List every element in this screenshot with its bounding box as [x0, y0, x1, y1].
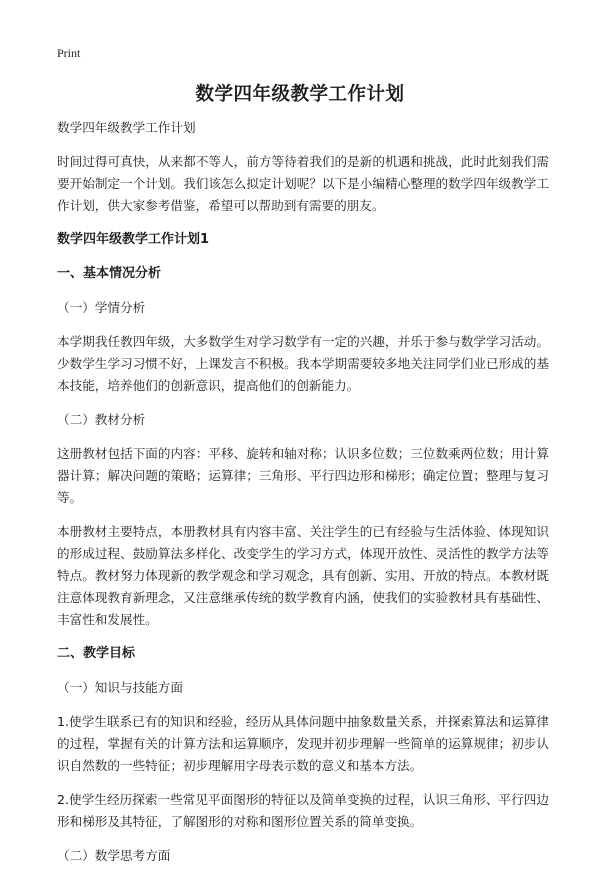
- section1-paragraph-2: 这册教材包括下面的内容：平移、旋转和轴对称；认识多位数；三位数乘两位数；用计算器计算；解决问题的策略；运算律；三角形、平行四边形和梯形；确定位置；整理与复习等。: [57, 446, 549, 505]
- section1-paragraph-3: 本册教材主要特点，本册教材具有内容丰富、关注学生的已有经验与生活体验、体现知识的形成过程、鼓励算法多样化、改变学生的学习方式，体现开放性、灵活性的教学方法等特点。教材努力体现新的教学观念和学习观念，具有创新、实用、开放的特点。本教材既注意体现教育新理念，又注意继承传统的数学教育内涵，使我们的实验教材具有基础性、丰富性和发展性。: [57, 524, 549, 627]
- section2-subheading-1: （一）知识与技能方面: [57, 680, 183, 695]
- document-subtitle: 数学四年级教学工作计划: [57, 120, 196, 135]
- plan-heading: 数学四年级教学工作计划1: [57, 232, 210, 247]
- print-link[interactable]: Print: [57, 46, 81, 60]
- document-body: [57, 117, 549, 879]
- section1-paragraph-1: 本学期我任教四年级，大多数学生对学习数学有一定的兴趣，并乐于参与数学学习活动。少数学生学习习惯不好，上课发言不积极。我本学期需要较多地关注同学们业已形成的基本技能，培养他们的创新意识，提高他们的创新能力。: [57, 334, 549, 393]
- section1-subheading-1: （一）学情分析: [57, 300, 146, 315]
- intro-paragraph: 时间过得可真快，从来都不等人，前方等待着我们的是新的机遇和挑战，此时此刻我们需要开始制定一个计划。我们该怎么拟定计划呢？以下是小编精心整理的数学四年级教学工作计划，供大家参考借鉴，希望可以帮助到有需要的朋友。: [57, 154, 549, 213]
- section1-subheading-2: （二）教材分析: [57, 412, 146, 427]
- section1-heading: 一、基本情况分析: [57, 266, 162, 281]
- section2-paragraph-1: 1.使学生联系已有的知识和经验，经历从具体问题中抽象数量关系，并探索算法和运算律的过程，掌握有关的计算方法和运算顺序，发现并初步理解一些简单的运算规律；初步认识自然数的一些特征；初步理解用字母表示数的意义和基本方法。: [57, 714, 549, 773]
- document-title: 数学四年级教学工作计划: [195, 84, 405, 105]
- section2-heading: 二、教学目标: [57, 646, 136, 661]
- section2-subheading-2: （二）数学思考方面: [57, 848, 171, 863]
- section2-paragraph-2: 2.使学生经历探索一些常见平面图形的特征以及简单变换的过程，认识三角形、平行四边形和梯形及其特征，了解图形的对称和图形位置关系的简单变换。: [57, 792, 549, 829]
